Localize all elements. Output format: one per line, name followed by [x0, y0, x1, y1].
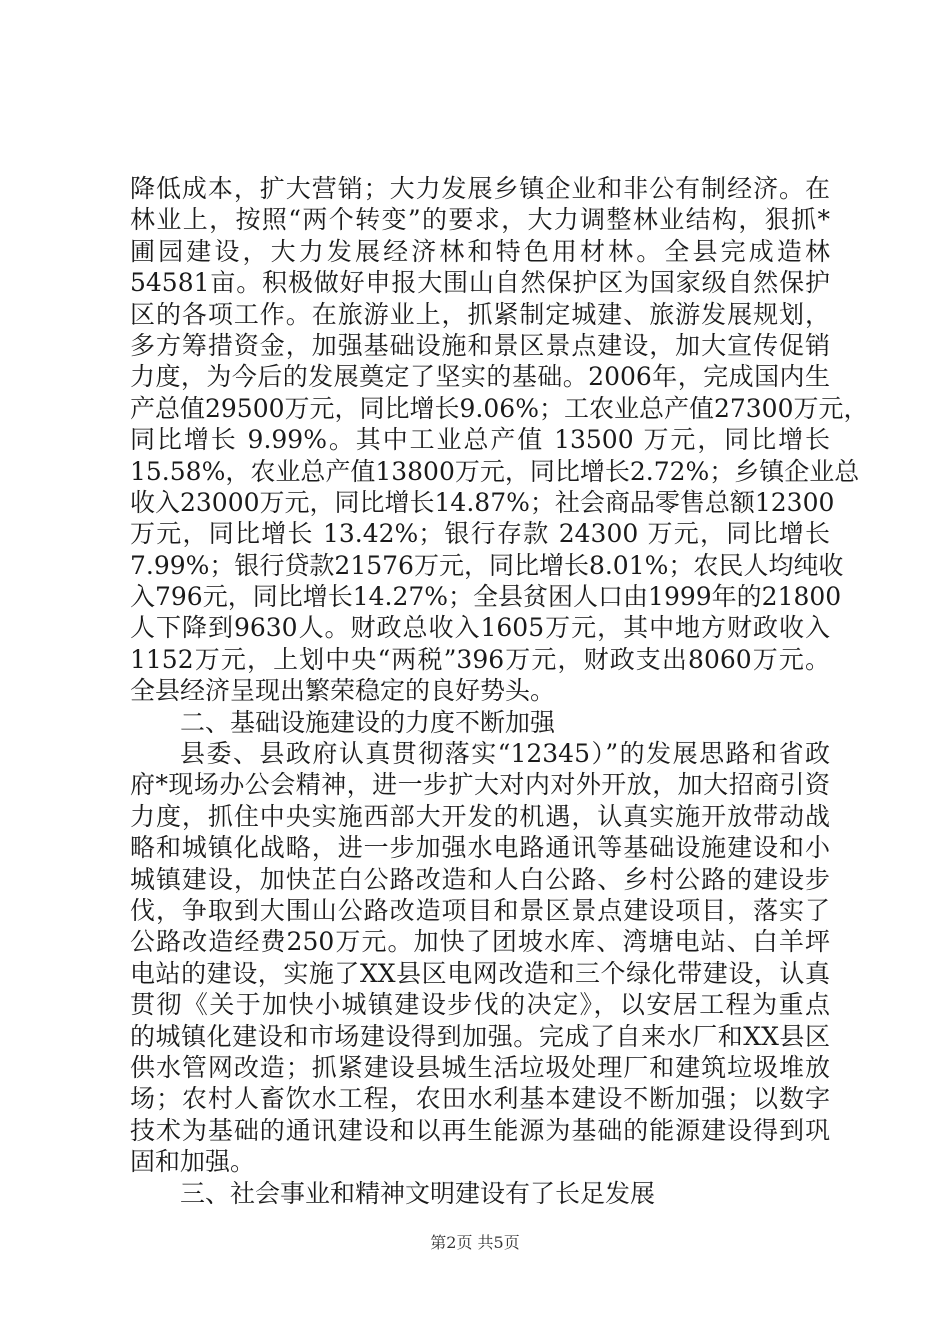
- text-line: 1152万元，上划中央“两税”396万元，财政支出8060万元。: [130, 644, 830, 674]
- text-line: 贯彻《关于加快小城镇建设步伐的决定》，以安居工程为重点: [130, 990, 830, 1020]
- text-line: 公路改造经费250万元。加快了团坡水库、湾塘电站、白羊坪: [130, 927, 830, 957]
- text-line: 区的各项工作。在旅游业上，抓紧制定城建、旅游发展规划，: [130, 299, 830, 329]
- text-line: 林业上，按照“两个转变”的要求，大力调整林业结构，狠抓*: [130, 205, 830, 235]
- text-line: 全县经济呈现出繁荣稳定的良好势头。: [130, 676, 556, 706]
- text-line: 降低成本，扩大营销；大力发展乡镇企业和非公有制经济。在: [130, 174, 830, 203]
- text-line: 伐，争取到大围山公路改造项目和景区景点建设项目，落实了: [130, 895, 830, 925]
- text-line: 略和城镇化战略，进一步加强水电路通讯等基础设施建设和小: [130, 833, 830, 863]
- text-line: 三、社会事业和精神文明建设有了长足发展: [180, 1178, 656, 1208]
- text-line: 入796元，同比增长14.27%；全县贫困人口由1999年的21800: [130, 582, 842, 612]
- document-body: [130, 173, 869, 1209]
- text-line: 城镇建设，加快芷白公路改造和人白公路、乡村公路的建设步: [130, 864, 830, 894]
- text-line: 人下降到9630人。财政总收入1605万元，其中地方财政收入: [130, 613, 830, 643]
- text-line: 54581亩。积极做好申报大围山自然保护区为国家级自然保护: [130, 268, 830, 298]
- text-line: 圃园建设，大力发展经济林和特色用材林。全县完成造林: [130, 236, 830, 266]
- text-line: 产总值29500万元，同比增长9.06%；工农业总产值27300万元，: [130, 393, 869, 423]
- text-line: 多方筹措资金，加强基础设施和景区景点建设，加大宣传促销: [130, 330, 830, 360]
- text-line: 力度，为今后的发展奠定了坚实的基础。2006年，完成国内生: [130, 362, 830, 392]
- text-line: 电站的建设，实施了XX县区电网改造和三个绿化带建设，认真: [130, 958, 830, 988]
- text-line: 收入23000万元，同比增长14.87%；社会商品零售总额12300: [130, 487, 835, 517]
- text-line: 场；农村人畜饮水工程，农田水利基本建设不断加强；以数字: [130, 1084, 830, 1114]
- text-line: 府*现场办公会精神，进一步扩大对内对外开放，加大招商引资: [130, 770, 830, 800]
- text-line: 的城镇化建设和市场建设得到加强。完成了自来水厂和XX县区: [130, 1021, 830, 1051]
- text-line: 15.58%，农业总产值13800万元，同比增长2.72%；乡镇企业总: [130, 456, 860, 486]
- text-line: 同比增长 9.99%。其中工业总产值 13500 万元，同比增长: [130, 425, 830, 455]
- text-line: 二、基础设施建设的力度不断加强: [180, 707, 556, 737]
- text-line: 7.99%；银行贷款21576万元，同比增长8.01%；农民人均纯收: [130, 550, 844, 580]
- text-line: 力度，抓住中央实施西部大开发的机遇，认真实施开放带动战: [130, 801, 830, 831]
- text-line: 万元，同比增长 13.42%；银行存款 24300 万元，同比增长: [130, 519, 830, 549]
- text-line: 技术为基础的通讯建设和以再生能源为基础的能源建设得到巩: [130, 1115, 830, 1145]
- page-footer: 第2页 共5页: [430, 1233, 520, 1252]
- text-line: 固和加强。: [130, 1147, 256, 1177]
- text-line: 供水管网改造；抓紧建设县城生活垃圾处理厂和建筑垃圾堆放: [130, 1052, 830, 1082]
- text-line: 县委、县政府认真贯彻落实“12345）”的发展思路和省政: [180, 739, 830, 769]
